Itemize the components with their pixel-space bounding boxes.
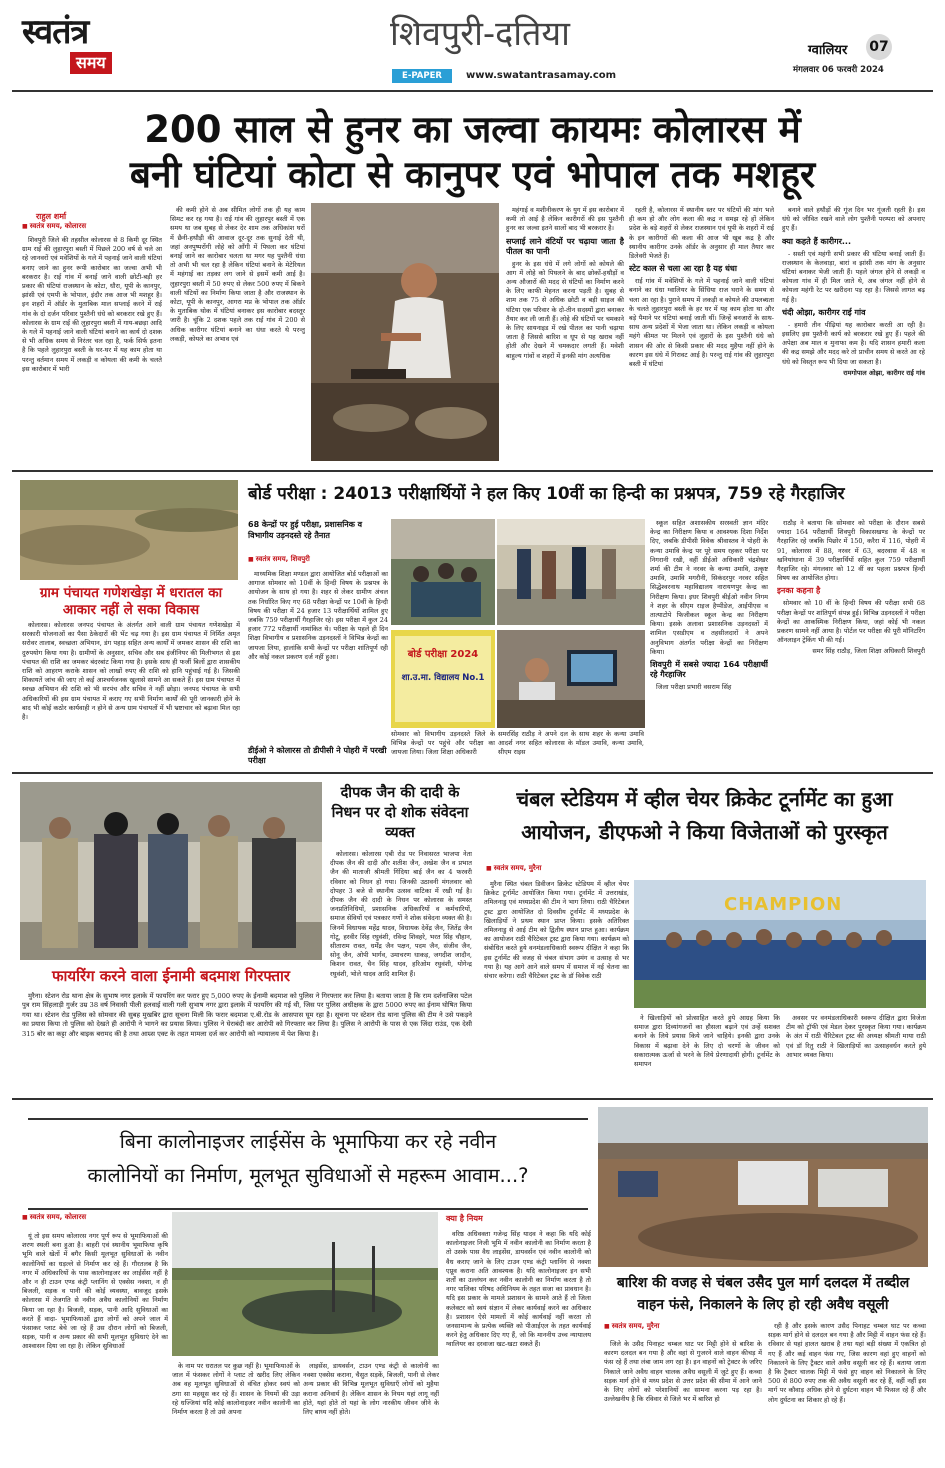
- board-quote: समर सिंह राठौड़, जिला शिक्षा अधिकारी शिवपुरी: [812, 647, 925, 656]
- chambal-col2-text: ने खिलाड़ियों को प्रोत्साहित करते हुये आग्रह किया कि समाज द्वारा दिव्यांगजनों का हौसला बढ़ाने एवं उन्हें सशक्त बनाने के लिये प्रयास किये जाने चाहिये। इनकी द्वारा उनके विकास में बढ़ावा देने के लिए दो चरणों के जीवन को सकारात्मक ऊर्जा से भरने के लिये प्रेरणादायी होगी। टूर्नामेंट के समापन: [634, 1014, 780, 1069]
- colony-column-1: [22, 1232, 168, 1462]
- colony-photo-land: [172, 1212, 438, 1356]
- board-caption-1: [391, 730, 495, 768]
- gram-photo-field: [20, 480, 238, 580]
- edition-title: शिवपुरी-दतिया: [390, 14, 570, 54]
- logo-bottom-text: समय: [70, 52, 112, 74]
- barish-col2-text: रही है और इसके कारण उसैद पिनाहट चम्बल घाट पर कच्चा सड़क मार्ग होने से दलदल बन गया है और मिट्टी में वाहन फंस रहे हैं। रविवार से यहां हालत खराब है तथा यहां बड़ी संख्या में एकत्रित हो गए हैं और कई वाहन फंस गए, जिस कारण वहां हुए वाहनों को निकालने के लिए ट्रैक्टर वाले अवैध वसूली कर रहे हैं। बताया जाता है कि ट्रैक्टर चालक मिट्टी में फंसे हुए वाहन को निकालने के लिए 500 से 800 रुपए तक की अवैध वसूली कर रहे हैं, वहीं नहीं इस मार्ग पर कौवाड़ अधिक होने से दुर्घटना वाहन भी फिसल रहे हैं और लोग दुर्घटना का शिकार हो रहे हैं।: [768, 1322, 926, 1404]
- board-col1-text: माध्यमिक शिक्षा मण्डल द्वारा आयोजित बोर्ड परीक्षाओं का आगाज सोमवार को 10वीं के हिन्दी विषय के प्रश्नपत्र के आयोजन के साथ हो गया है। शहर से लेकर ग्रामीण अंचल तक निर्धारित किए गए 68 परीक्षा केन्द्रों पर 10वीं के हिन्दी विषय की परीक्षा में 24 हजार 13 परीक्षार्थियों शामिल हुए जबकि 759 परीक्षार्थी गैरहाजिर रहे। इस परीक्षा में कुल 24 हजार 772 परीक्षार्थी नामांकित थे। परीक्षा के पहले ही दिन शिक्षा विभागीय व प्रशासनिक उड़नदस्तों ने विभिन्न केन्द्रों का जायजा लिया, हालांकि सभी केन्द्रों पर परीक्षा शांतिपूर्ण रही और कोई नकल प्रकरण दर्ज नहीं हुआ।: [248, 570, 388, 661]
- chambal-col3-text: अवसर पर वनमंडलाधिकारी स्वरूप दीक्षित द्वारा विजेता टीम को ट्रॉफी एवं मेडल देकर पुरस्कृत किया गया। कार्यक्रम के अंत में राठी चैरिटेबल ट्रस्ट की अध्यक्ष श्रीमती माया राठी एवं डॉ रितु राठी ने खिलाड़ियों का उत्साहवर्धन करते हुये आभार व्यक्त किया।: [786, 1014, 926, 1059]
- deepak-headline: दीपक जैन की दादी के निधन पर दो शोक संवेदना व्यक्त: [331, 785, 469, 841]
- lead-col3-text: महंगाई व मशीनीकरण के युग में इस कारोबार में कमी तो आई है लेकिन कारीगरों की इस पुश्तैनी हुनर का जल्वा इतने सालों बाद भी बरकरार है।: [506, 206, 624, 233]
- lead-column-1: [22, 236, 162, 464]
- chambal-column-3: [786, 1014, 926, 1092]
- barish-byline: ■ स्वतंत्र समय, मुरैना: [604, 1322, 660, 1331]
- epaper-badge: E-PAPER: [392, 69, 452, 83]
- lead-col5-text: बनाने वाले हथौड़ों की गूंज दिन भर गूंजती रहती है। इस धंधे को जीवित रखने वाले लोग पुश्तैनी परम्परा को अपनाए हुए हैं।: [782, 206, 925, 233]
- lead-column-3: [506, 206, 624, 464]
- barish-headline-line2: वाहन फंसे, निकालने के लिए हो रही अवैध वसूली: [637, 1297, 889, 1313]
- lead-author: राहुल शर्मा: [36, 212, 67, 221]
- city-label: ग्वालियर: [808, 43, 848, 58]
- board-caption1-text: सोमवार को विभागीय उड़नदस्ते जिले के विभिन्न केन्द्रों पर पहुंचे और परीक्षा का जायजा लिया। जिला शिक्षा अधिकारी: [391, 730, 495, 757]
- chambal-photo-team: [634, 880, 926, 1008]
- board-photo-computer: [497, 630, 645, 728]
- middle-bottom-divider: [12, 1098, 933, 1100]
- lead-col4b-text: राई गांव में मवेशियों के गले में पहनाई जाने वाली घंटियां बनाने का धंधा ग्वालियर के सिंधिया राज घराने के समय से चला आ रहा है। पुराने समय में लकड़ी व कोयले की उपलब्धता के चलते लुहारपुरा बस्ती के हर घर में यह काम होता था और बड़े पैमाने पर घंटियां बनाई जाती थीं। जिन्हें बनजारों के साथ-साथ अन्य प्रदेशों में भेजा जाता था। लेकिन लकड़ी व कोयला महंगे कीमत पर मिलने एवं लुहारों के इस पुश्तैनी धंधे को शासन की ओर से किसी प्रकार की मदद मुहैया नहीं होने के कारण इस धंधे में गिरावट आई है। परन्तु राई गांव की लुहारपुरा बस्ती में घंटियां: [629, 277, 774, 369]
- colony-byline: ■ स्वतंत्र समय, कोलारस: [22, 1213, 86, 1222]
- lead-byline: ■ स्वतंत्र समय, कोलारस: [22, 222, 86, 231]
- lead-col3b-text: हुनर के इस धंधे में लगे लोगों को कोयले की आग में लोहे को पिघलने के बाद छोकों-हथौड़ों व अन्य औजारों की मदद से घंटियों का निर्माण करने के लिए काफी मेहनत करना पड़ती है। सुबह से शाम तक 75 से अधिक छोटी व बड़ी साइज की घंटिया एक परिवार के दो-तीन सदस्यों द्वारा बनाकर तैयार कर ली जाती हैं। लोहे की घंटियों पर चमकाने के लिए सायनाइड में रखे पीतल का पानी चढ़ाया जाता है जिससे बारिश व धूप से यह खराब नहीं होती और देखने में चमकदार लगती हैं। मवेशी बाहुल्य गांवों व शहरों में इनकी मांग अत्यधिक: [506, 259, 624, 360]
- website-link[interactable]: www.swatantrasamay.com: [466, 70, 617, 81]
- issue-date: मंगलवार 06 फरवरी 2024: [793, 65, 884, 75]
- board-col4b-text: सोमवार को 10 वीं के हिन्दी विषय की परीक्षा सभी 68 परीक्षा केन्द्रों पर शांतिपूर्ण संपन्न हुई। विभिन्न उड़नदस्तों ने परीक्षा केन्द्रों का आकस्मिक निरीक्षण किया, जहां कोई भी नकल प्रकरण सामने नहीं आया है। पोर्टल पर परीक्षा की पूरी मॉनिटरिंग ऑनलाइन ट्रेकिंग भी की गई।: [777, 599, 925, 645]
- masthead-divider: [12, 90, 933, 92]
- board-subhead-2: डीईओ ने कोलारस तो डीपीसी ने पोहरी में परखी परीक्षा: [248, 746, 387, 765]
- colony-headline-line2: कालोनियों का निर्माण, मूलभूत सुविधाओं से महरूम आवाम...?: [87, 1164, 529, 1187]
- deepak-body-text: कोलारस। कोलारस एबी रोड पर निवासरत भाजपा नेता दीपक जैन की दादी और शतीश जैन, अखेश जैन व प्रभात जैन की माताजी श्रीमती गिंदिया बाई जैन का 4 फरवरी रविवार को निधन हो गया। जिनकी उठावनी मंगलवार को दोपहर 3 बजे से स्थानीय उत्सव वाटिका में रखी गई है। दीपक जैन की दादी के निधन पर कोलारस के समस्त जनप्रतिनिधियों, प्रशासनिक अधिकारियों व कर्मचारियों, समाज सेवियों एवं पत्रकार गणों ने शोक संवेदना व्यक्त की है। जिनमें विधायक महेंद्र यादव, विधायक देवेंद्र जैन, जितेंद्र जैन गोटू, हरवीर सिंह रघुवंशी, रविन्द्र शिवहरे, भरत सिंह चौहान, सीताराम रावत, धर्मेंद्र जैन पक्षन, पदम जैन, संजीव जैन, सोनू जैन, ओपी भार्गव, उमाचरण धाकड़, जगदीश जादौन, किशन रावत, चैन सिंह यादव, हरिओम रघुवंशी, योगेन्द्र रघुवंशी, भोले यादव आदि शामिल हैं।: [330, 850, 472, 978]
- barish-headline-line1: बारिश की वजह से चंबल उसैद पुल मार्ग दलदल में तब्दील: [616, 1275, 910, 1291]
- masthead: [0, 0, 945, 92]
- lead-headline-line2: बनी घंटियां कोटा से कानुपर एवं भोपाल तक मशहूर: [129, 153, 816, 196]
- colony-col1-text: यूं तो इस समय कोलारस नगर पूर्ण रूप से भूमाफियाओं की शरण स्थली बना हुआ है। बाहरी एवं स्थानीय भूमाफिया कृषि भूमि वाले खेतों में बगैर किसी मूलभूत सुविधाओं के नवीन कालोनियों का धड़ल्ले से निर्माण कर रहे हैं। गौरतलब है कि नगर में अधिकारियों के पास कालोनाइजर का लाईसेंस नहीं है और न ही टाउन एण्ड कंट्री प्लानिंग से एक्सेस नक्शा, न ही बिजली, सड़क व पानी की कोई व्यवस्था, बावजूद इसके कोलारस में तेजगति से नवीन अवैध कालोनियों का निर्माण किया जा रहा है। बिजली, सड़क, पानी आदि सुविधाओं का करते हैं वादा- भूमाफियाओं द्वारा लोगों को अपने जाल में फंसाकर प्लाट बेचे जा रहे हैं उस दौरान लोगों को बिजली, सड़क, पानी व अन्य प्रकार की सभी मूलभूत सुविधाएं देने का आश्वासन दिया जा रहा है। लेकिन सुविधाओं: [22, 1232, 168, 1351]
- firing-body-text: मुरैना। स्टेशन रोड थाना क्षेत्र के सुभाष नगर इलाके में फायरिंग कर फरार हुए 5,000 रुपए के ईनामी बदमाश को पुलिस ने गिरफ्तार कर लिया है। बताया जाता है कि राम दर्शनाजिस पटेल पुत्र राम सिंहलाड़ी गुर्जर उम्र 38 वर्ष निवासी पीली हलवाई वाली गली सुभाष नगर द्वारा इलाके में फायरिंग की गई थी, जिस पर पुलिस अधीक्षक के द्वारा 5000 रुपए का ईनाम घोषित किया गया था। स्टेशन रोड पुलिस को सोमवार की सुबह मुखबिर द्वारा सूचना मिली कि फरार बदमाश ए.बी.रोड के आसपास घूम रहा है। सूचना पर स्टेशन रोड थाना पुलिस की टीम ने उसे पकड़ने का प्रयास किया तो पुलिस को देखते ही आरोपी ने भागने का प्रयास किया। पुलिस ने घेराबंदी कर आरोपी को गिरफ्तार कर लिया है। पुलिस ने आरोपी के पास से एक जिंदा राउंड, एक देसी 315 बोर का कट्टा और बाइक बरामद की है तथा आम्र्स एक्ट के तहत मामला दर्ज कर आरोपी को न्यायालय में पेश किया है।: [22, 992, 472, 1038]
- chambal-champion-banner: CHAMPION: [724, 894, 843, 915]
- barish-column-2: [768, 1322, 926, 1462]
- page-number: 07: [866, 34, 892, 60]
- board-subhead-1: 68 केन्द्रों पर हुई परीक्षा, प्रशासनिक व विभागीय उड़नदस्ते रहे तैनात: [248, 520, 363, 540]
- chambal-headline-line1: चंबल स्टेडियम में व्हील चेयर क्रिकेट टूर्नामेंट का हुआ: [516, 787, 893, 811]
- board-bottom-divider: [12, 772, 933, 774]
- lead-col5b-text: - सस्ती एवं महंगी सभी प्रकार की घंटिया बनाई जाती हैं। राजस्थान के केलवाड़ा, बारां व झांसी तक मांग के अनुसार घंटियां बनाकर भेजी जाती हैं। पहले जंगल होने से लकड़ी व कोयला गांव में ही मिल जाते थे, अब जंगल नहीं होने से कोयला महंगी रेट पर खरीदना पड़ रहा है। जिससे लागत बढ़ गई है।: [782, 249, 925, 304]
- colony-column-2: [172, 1362, 300, 1462]
- board-caption-2: [498, 730, 644, 768]
- gram-body: [22, 621, 240, 764]
- gram-body-text: कोलारस। कोलारस जनपद पंचायत के अंतर्गत आने वाली ग्राम पंचायत गणेशखेड़ा में सरकारी योजनाओं का पैसा ठेकेदारों की भेंट चढ़ गया है। इस ग्राम पंचायत में निर्मित अमृत सरोवर तालाब, स्वच्छता अभियान, डंग पहाड़ सहित अन्य कार्यों में जमकर शासन की राशि का दुरुपयोग किया गया है। ग्रामीणों के अनुसार, सचिव और सब इंजीनियर की मिलीभगत से इस पंचायत की राशि का जमकर बंदरबांट किया गया है। इसके साथ ही फर्जी बिलों द्वारा शासकीय राशि को आहरण कराके शासन को लाखों रुपए की राशि को हानि पहुंचाई गई है। जिसकी शिकायतें जांच की जाए तो कई आश्चर्यजनक खुलासे सामने आ सकते हैं। इस ग्राम पंचायत में स्वच्छ अभियान की राशि को भी सरपंच और सचिव ने नहीं छोड़ा। जनपद पंचायत के सभी अधिकारियों की इस ग्राम पंचायत में कराए गए सभी निर्माण कार्यों की पूरी जानकारी होने के बाद भी कोई कठोर कार्यवाही न होने से अन्य ग्राम पंचायतों में भी भ्रष्टाचार को बढ़ावा मिल रहा है।: [22, 621, 240, 722]
- board-photo-banner: [391, 630, 495, 728]
- lead-subhead-3: क्या कहते हैं कारीगर...: [782, 236, 851, 246]
- lead-photo-blacksmith: [311, 203, 499, 461]
- board-banner-line1: बोर्ड परीक्षा 2024: [407, 649, 479, 660]
- board-column-3: [650, 519, 768, 767]
- logo: [22, 12, 132, 82]
- board-caption2-text: समरसिंह राठौड़ ने अपने दल के साथ शहर के कन्या उमावि आदर्श नगर सहित कोलारस के मॉडल उमावि, कन्या उमावि, सीएम राइस: [498, 730, 644, 757]
- firing-headline: फायरिंग करने वाला ईनामी बदमाश गिरफ्तार: [51, 967, 291, 985]
- colony-col3-text: लाइसेंस, डायवर्सन, टाउन एण्ड कंट्री से कालोनी का नक्शा एक्सेस कराना, चैसुत सड़कें, बिजली, पानी से लेकर अन्य प्रकार की विभिन्न मूलभूत सुविधाएँ लोगों को मुहैया कराना अनिवार्य है। लेकिन शासन के नियम यहां लागू नहीं होते, यहां होते तो यहां के लोग नारकीय जीवन जीने के लिए बाध्य नहीं होते।: [303, 1362, 439, 1417]
- lead-headline-line1: 200 साल से हुनर का जल्वा कायमः कोलारस में: [144, 108, 801, 151]
- lead-column-4: [629, 206, 774, 464]
- lead-col4-text: रहती है, कोलारस में स्थानीय स्तर पर घंटियों की मांग भले ही कम हो और लोग कला की कद्र न समझ रहे हों लेकिन प्रदेश के बड़े शहरों से लेकर राजस्थान एवं यूपी के शहरों में राई के इन कारीगरों की कला की आज भी खूब कद्र है और स्थानीय कारीगर उनके ऑर्डर के अनुसार ही माल तैयार कर डिलेवरी भेजते हैं।: [629, 206, 774, 261]
- board-photo-students: [391, 519, 495, 625]
- board-byline: ■ स्वतंत्र समय, शिवपुरी: [248, 555, 310, 564]
- lead-quote-2: रामगोपाल ओझा, कारीगर राई गांव: [843, 368, 925, 377]
- board-subhead-4: इनका कहना है: [777, 586, 821, 596]
- gram-headline: ग्राम पंचायत गणेशखेड़ा में धरातल का आकार नहीं ले सका विकास: [39, 585, 223, 618]
- lead-column-2: [170, 206, 305, 464]
- chambal-col1-text: मुरैना स्थित चंबल डिवीजन क्रिकेट स्टेडियम में व्हील चेयर क्रिकेट टूर्नामेंट आयोजित किया गया। टूर्नामेंट में उत्तराखंड, तमिलनाडु एवं मध्यप्रदेश की टीम ने भाग लिया। राठी चैरिटेबल ट्रस्ट द्वारा आयोजित दो दिवसीय टूर्नामेंट में मध्यप्रदेश के खिलाड़ियों ने प्रथम स्थान प्राप्त किया। इसके अतिरिक्त तमिलनाडु से आई टीम को द्वितीय स्थान प्राप्त हुआ। कार्यक्रम का आयोजन राठी चैरिटेबल ट्रस्ट द्वारा किया गया। कार्यक्रम को संबोधित करते हुये वनमंडलाधिकारी स्वरूप दीक्षित ने कहा कि इस टूर्नामेंट की वजह से चंबल संभाग उमंग व उत्साह से भर गया है। यह आगे आने वाले समय में समाज में नई चेतना का संचार करेगा। राठी चैरिटेबल ट्रस्ट के डॉ विवेक राठी: [484, 880, 629, 981]
- board-headline: बोर्ड परीक्षा : 24013 परीक्षार्थियों ने हल किए 10वीं का हिन्दी का प्रश्नपत्र, 759 रहे गैरहाजिर: [248, 484, 845, 504]
- colony-col4-text: वरिष्ठ अधिवक्ता गजेन्द्र सिंह यादव ने कहा कि यदि कोई कालोनाइजर निजी भूमि में नवीन कालोनी का निर्माण करता है तो उसके पास वैध लाइसेंस, डायवर्सन एवं नवीन कालोनी को वैध कराए जाने के लिए टाउन एण्ड कंट्री प्लानिंग से नक्शा एप्रूव कराना अति आवश्यक है। यदि कालोनाइजर इन सभी शर्तों का उल्लंघन कर नवीन कालोनी का निर्माण करता है तो नगर पालिका परिषद अधिनियम के तहत सजा का प्रावधान है। यदि इस प्रकार के मामले प्रशासन के सामने आते हैं तो जिला कलेक्टर को स्वयं संज्ञान में लेकर कार्यवाई करने का अधिकार है। प्रशासन ऐसे मामलों में कोई कार्यवाई नहीं करता तो जनसामान्य के प्रत्येक व्यक्ति को पीआईएल के तहत कार्यवाई करने हेतु अधिकार दिए गए हैं, जो कि माननीय उच्च न्यायालय ग्वालियर का दरवाजा खट-खटा सकते हैं।: [446, 1230, 591, 1349]
- lead-col5c-text: - हमारी तीन पीढ़ियां यह कारोबार करती आ रही है। इसलिए इस पुश्तैनी कार्य को बरकरार रखे हुए हैं। पहले की अपेक्षा अब माल व मुनाफा कम है। यदि शासन हमारी कला की कद्र समझे और मदद करे तो प्राचीन समय से करते आ रहे धंधे को विस्तृत रूप भी दिया जा सकता है।: [782, 320, 925, 366]
- logo-top-text: स्वतंत्र: [22, 12, 89, 52]
- board-banner-line2: शा.उ.मा. विद्यालय No.1: [401, 673, 485, 683]
- lead-col1-text: शिवपुरी जिले की तहसील कोलारस से 8 किमी दूर स्थित ग्राम राई की लुहारपुरा बस्ती में पिछले 200 वर्ष से चले आ रहे जानवरों एवं मवेशियों के गले में पहनाई जाने वाली घंटियां बनाए जाने का हुनर रूपी कारोबार का जल्वा अभी भी बरकरार है। राई गांव में बनाई जाने वाली छोटी-बड़ी हर प्रकार की घंटियां राजस्थान के कोटा, धौरा, यूपी के कानपुर, झांसी एवं एमपी के भोपाल, इंदौर तक आज भी मशहूर है। इन शहरों में ऑर्डर के मुताबिक माल सप्लाई करने में राई गांव के दो दर्जन परिवार पुश्तैनी धंधे को बरकरार रखे हुए हैं। कोलारस के ग्राम राई की लुहारपुरा बस्ती में गाय-बछड़ा आदि के गले में पहनाई जाने वाली घंटियां बनाने का कार्य दो दशक से भी अधिक समय से निरंतर चल रहा है, फर्क सिर्फ इतना है कि पहले लुहारपुरा बस्ती के घर-घर में यह काम होता था परन्तु वर्तमान समय में लकड़ी व कोयला की कमी के चलते इस कारोबार में भारी: [22, 236, 162, 373]
- barish-col1-text: जिले के उसैद पिनाहट चम्बल घाट पर मिट्टी होने से बारिश के कारण दलदल बन गया है और वहां से गुजरने वाले वाहन कीचड़ में फंस रहे हैं तथा लंबा जाम लग रहा है। इन वाहनों को ट्रेक्टर के जरिए निकाले जाने अवैध वाहन चालक अवैध वसूली में जुटे हुए हैं। कच्चा सड़क मार्ग होने से मध्य प्रदेश से उत्तर प्रदेश की सीमा में आने जाने के लिए लोगों को परेशानियों का सामना करना पड़ रहा है। उल्लेखनीय है कि रविवार से जिले भर में बारिश हो: [604, 1340, 762, 1404]
- board-col3-text: स्कूल सहित अशासकीय सरस्वती ज्ञान मंदिर केन्द्र का निरीक्षण किया व आवश्यक दिशा निर्देश दिए, जबकि डीपीसी विवेक श्रीवास्तव ने पोहरी के कन्या उमावि केन्द्र पर पूरे समय रहकर परीक्षा पर निगरानी रखी, वहीं डीईओ अधिकारी चंद्रशेखर शर्मा की टीम ने नरवर के कन्या उमावि, उत्कृष्ट उमावि, उमावि मगरौनी, सिकंदरपुर नरवर सहित सिद्धेश्वरनाथ महाविद्यालय नारायणपुर केन्द्र का निरीक्षण किया। इधर शिवपुरी बीईओ नवीन निगम ने शहर के सीएम राइज हैप्पीडेज, आईपीएस व तात्याटोपे फिजीकल स्कूल केन्द्र का निरीक्षण किया। इसके अलावा प्रशासनिक उड़नदस्तों में शामिल एसडीएम व तहसीलदारों ने अपने अनुविभाग अंतर्गत परीक्षा केन्द्रों का निरीक्षण किया।: [650, 519, 768, 656]
- board-col4-text: राठौड़ ने बताया कि सोमवार को परीक्षा के दौरान सबसे ज्यादा 164 परीक्षार्थी शिवपुरी विकासखण्ड के केन्द्रों पर गैरहाजिर रहे जबकि पिछोर में 150, करैरा में 116, पोहरी में 91, कोलारस में 88, नरवर में 63, बदरवास में 48 व खनियांधाना में 39 परीक्षार्थियों सहित कुल 759 परीक्षार्थी गैरहाजिर रहे। मंगलवार को 12 वीं का पहला प्रश्नपत्र हिन्दी विषय का आयोजित होगा।: [777, 519, 925, 583]
- colony-subhead: क्या है नियम: [446, 1214, 483, 1223]
- colony-headline-line1: बिना कालोनाइजर लाईसेंस के भूमाफिया कर रहे नवीन: [119, 1130, 497, 1153]
- lead-bottom-divider: [12, 470, 933, 472]
- firing-photo-police: [20, 782, 322, 960]
- lead-column-5: [782, 206, 925, 464]
- board-col3b-text: जिला परीक्षा प्रभारी वसराम सिंह: [656, 683, 732, 692]
- lead-subhead-1: सप्लाई लाने वंटियों पर चढ़ाया जाता है पीतल का पानी: [506, 236, 624, 256]
- colony-col2-text: के नाम पर धरातल पर कुछ नहीं है। भूमाफियाओं के जाल में फंसकर लोगों ने प्लाट तो खरीद लिए लेकिन अब वह मूलभूत सुविधाओं से वंचित होकर स्वयं को ठगा सा महसूस कर रहे हैं। शासन के नियमों की उड़ा रहे धज्जियां यदि कोई कालोनाइजर नवीन कालोनी का निर्माण करता है तो उसे अपना: [172, 1362, 300, 1417]
- deepak-body: [330, 850, 472, 1092]
- chambal-column-2: [634, 1014, 780, 1092]
- board-column-1: [248, 570, 388, 746]
- board-subhead-3: शिवपुरी में सबसे ज्यादा 164 परीक्षार्थी रहे गैरहाजिर: [650, 660, 768, 680]
- chambal-column-1: [484, 880, 629, 1092]
- board-column-4: [777, 519, 925, 769]
- chambal-byline: ■ स्वतंत्र समय, मुरैना: [486, 864, 542, 873]
- lead-col2-text: की कमी होने से अब सीमित लोगों तक ही यह काम सिमट कर रह गया है। राई गांव की लुहारपुर बस्ती में एक समय था जब सुबह से लेकर देर शाम तक अधिकांश घरों में छैनी-हथौड़ी की आवाज दूर-दूर तक सुनाई देती थी, जहां अनपुष्परोंगी लोहे को आँगी में पिघला कर घंटियां बनाई जाने का कारोबार चलता था मगर यह पुश्तैनी धंधा तो अभी भी चल रहा है लेकिन घंटियां बनाने के मेटेरियल में महंगाई का तड़का लग जाने से इसमें कमी आई है। लुहारपुरा बस्ती में 50 रुपए से लेकर 500 रुपए में बिकने वाली घंटियों का निर्माण किया जाता है और राजस्थान के कोटा, यूपी के कानपुर, आगरा मप्र के भोपाल तक ऑर्डर के मुताबिक थोक में घंटियां बनाकर इस कारोबार बदस्तूर जारी है। चूंकि 2 दशक पहले तक राई गांव में 200 से अधिक कारीगर घंटियां बनाने का धंधा करते थे परन्तु लकड़ी, कोयले का अभाव एवं: [170, 206, 305, 343]
- colony-column-3: [303, 1362, 439, 1462]
- lead-quote-1: चंदी ओझा, कारीगर राई गांव: [782, 307, 866, 317]
- board-photo-officers: [497, 519, 645, 625]
- lead-subhead-2: स्टेट काल से चला आ रहा है यह धंधा: [629, 264, 737, 274]
- barish-column-1: [604, 1340, 762, 1462]
- chambal-headline-line2: आयोजन, डीएफओ ने किया विजेताओं को पुरस्कृत: [521, 820, 888, 844]
- barish-photo-mud-road: [598, 1107, 928, 1267]
- colony-column-4: [446, 1230, 591, 1462]
